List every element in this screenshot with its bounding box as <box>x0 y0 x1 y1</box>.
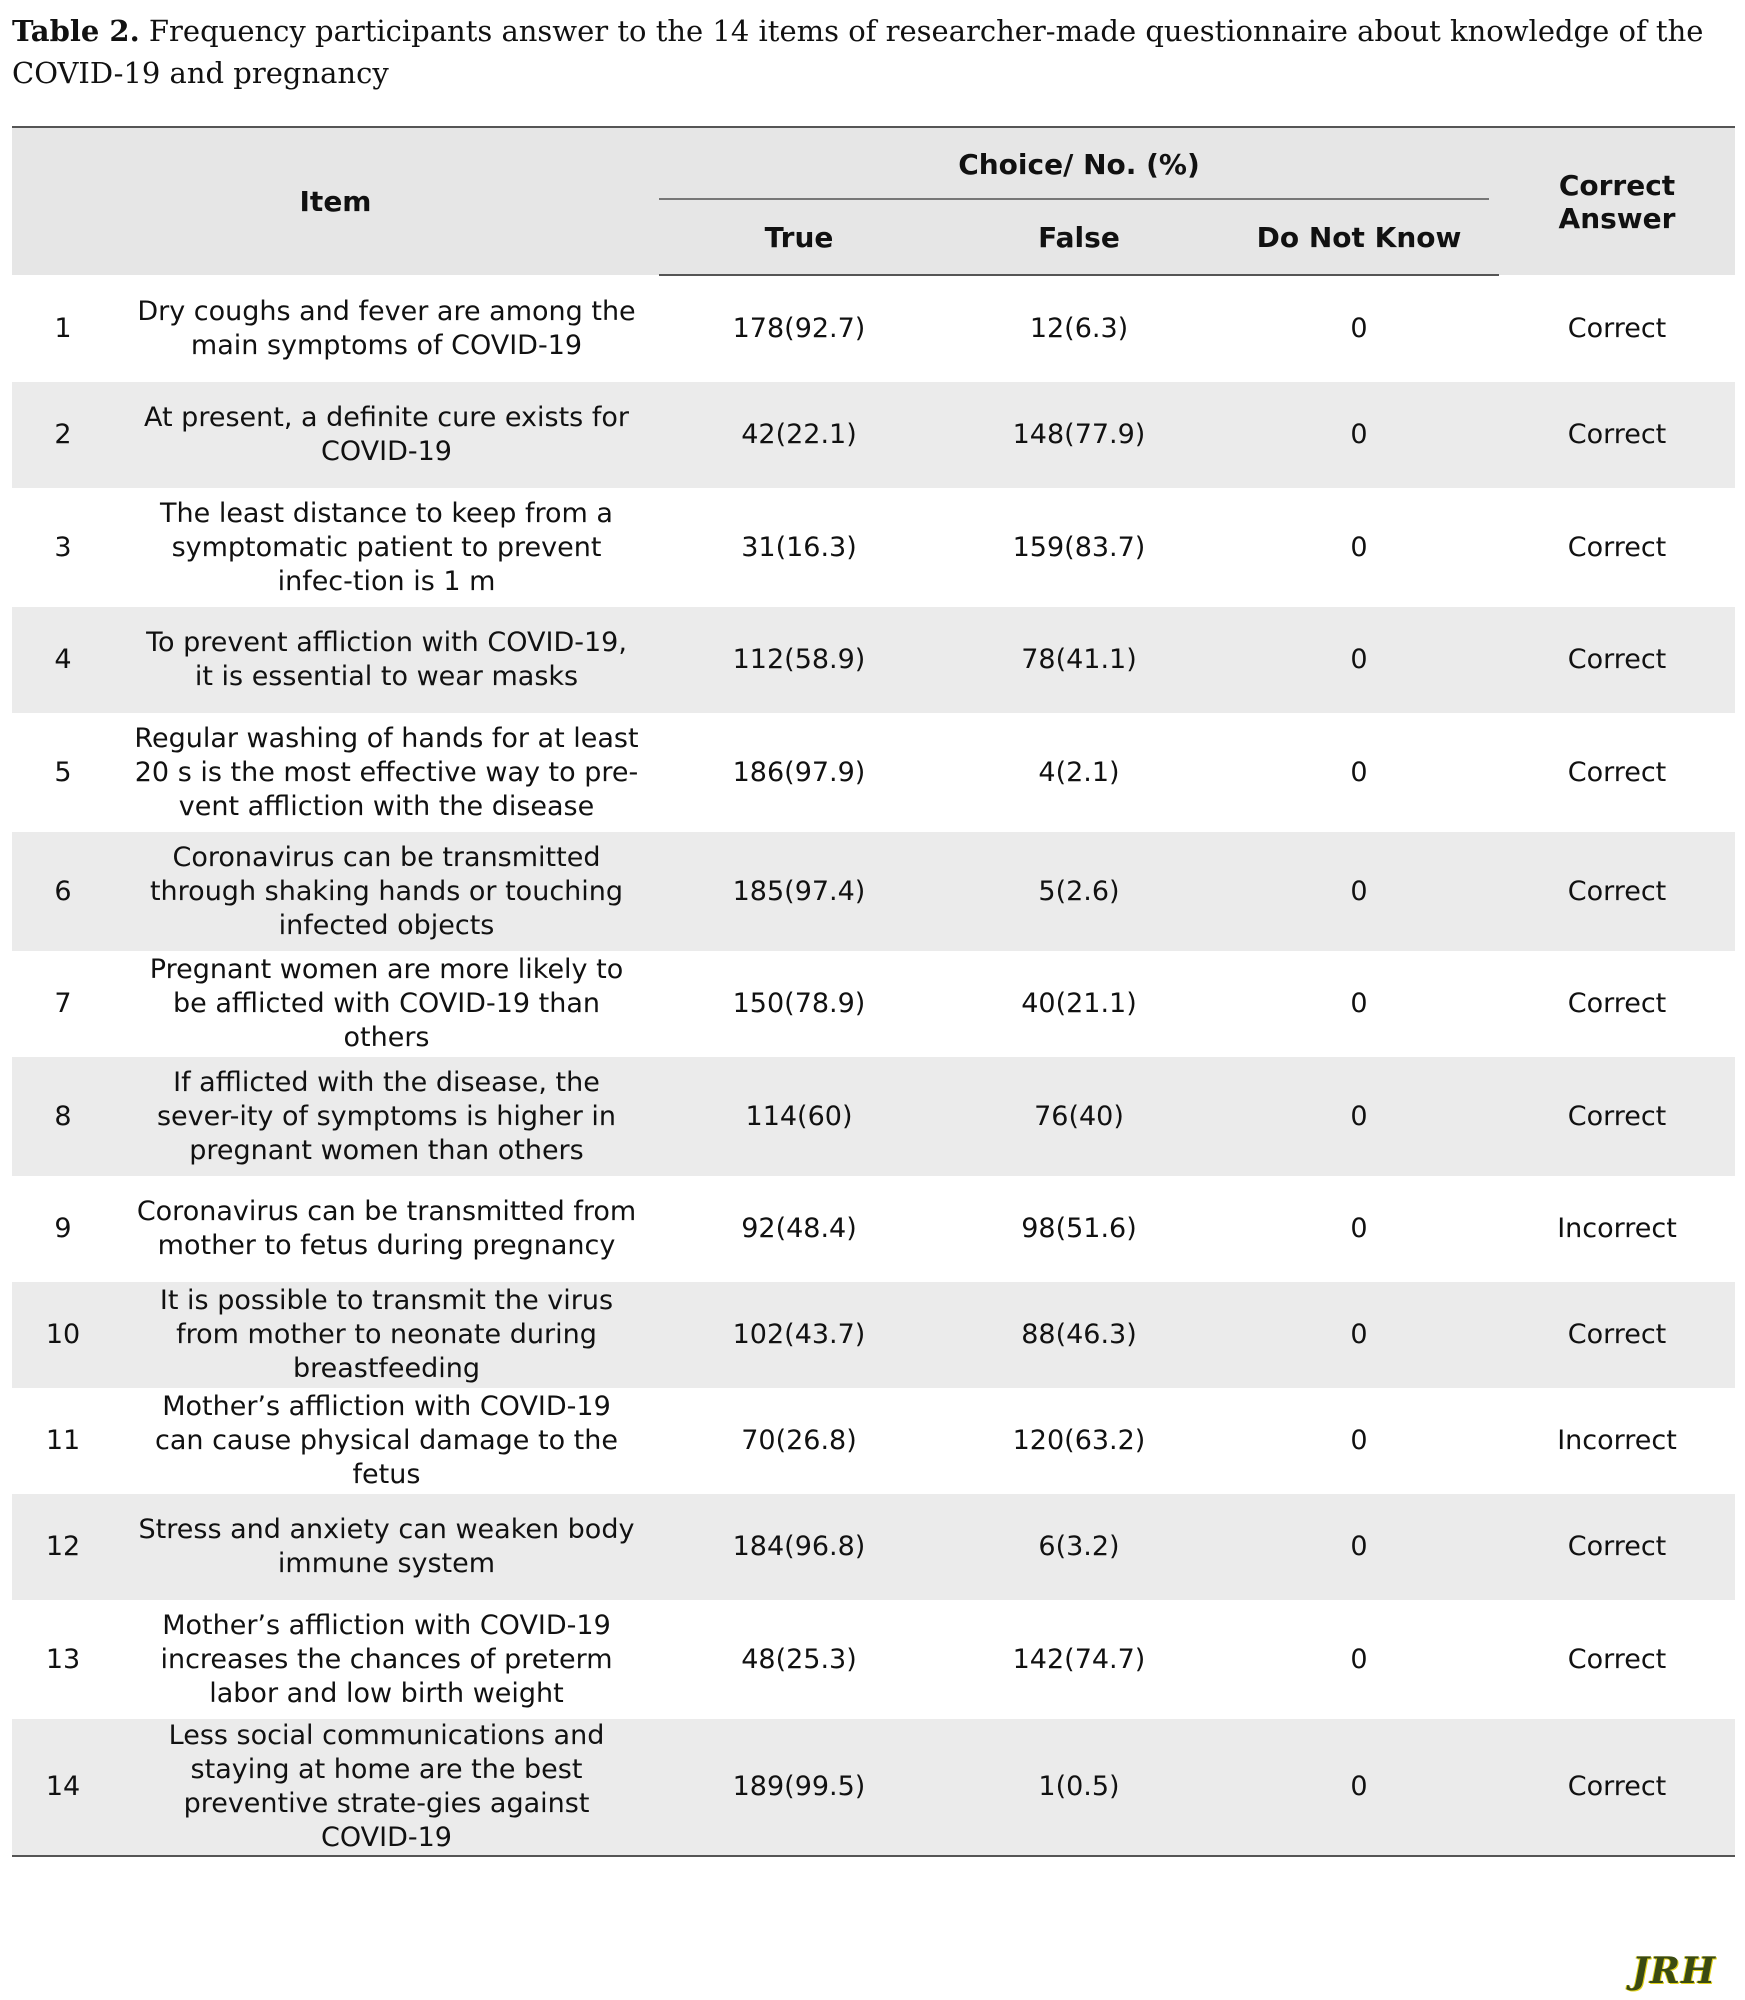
row-number: 6 <box>12 832 114 951</box>
row-correct-answer: Correct <box>1499 1719 1735 1856</box>
row-number: 11 <box>45 1425 81 1456</box>
row-number: 12 <box>12 1494 114 1600</box>
row-item-text: Coronavirus can be transmitted from mother to fetus during pregnancy <box>136 1196 637 1261</box>
header-true: True <box>659 200 939 275</box>
row-item-text: It is possible to transmit the virus from mother to neonate during breastfeeding <box>114 1282 659 1388</box>
row-item-text: Stress and anxiety can weaken body immune system <box>114 1494 659 1600</box>
row-true-value: 186(97.9) <box>732 756 866 788</box>
row-correct-answer: Correct <box>1567 1643 1667 1675</box>
row-true-value: 112(58.9) <box>659 607 939 713</box>
header-choice: Choice/ No. (%) <box>659 127 1499 200</box>
row-item-text: Dry coughs and fever are among the main symptoms of COVID-19 <box>137 295 636 361</box>
row-false-value: 40(21.1) <box>1021 988 1137 1019</box>
row-correct-answer: Correct <box>1567 756 1667 788</box>
row-true-value: 48(25.3) <box>741 1643 857 1675</box>
row-true-value: 150(78.9) <box>732 988 866 1019</box>
row-do-not-know-value: 0 <box>1219 607 1499 713</box>
table-row <box>12 488 1735 607</box>
row-correct-answer: Correct <box>1499 382 1735 488</box>
row-do-not-know-value: 0 <box>1219 1057 1499 1176</box>
header-false: False <box>939 200 1219 275</box>
row-do-not-know-value: 0 <box>1219 1719 1499 1856</box>
table-row <box>12 382 1735 488</box>
row-number: 4 <box>12 607 114 713</box>
row-item-text: At present, a definite cure exists for COVID-19 <box>114 382 659 488</box>
row-do-not-know-value: 0 <box>1219 382 1499 488</box>
row-do-not-know-value: 0 <box>1350 313 1368 344</box>
row-false-value: 78(41.1) <box>939 607 1219 713</box>
row-false-value: 76(40) <box>939 1057 1219 1176</box>
table-row <box>12 951 1735 1057</box>
row-number: 1 <box>54 312 72 344</box>
row-false-value: 12(6.3) <box>1029 313 1129 344</box>
row-true-value: 31(16.3) <box>741 531 857 563</box>
row-item-text: Less social communications and staying at home are the best preventive strate-gies against COVID-19 <box>114 1719 659 1856</box>
row-correct-answer: Correct <box>1567 531 1667 563</box>
row-do-not-know-value: 0 <box>1350 988 1368 1019</box>
row-true-value: 42(22.1) <box>659 382 939 488</box>
row-false-value: 148(77.9) <box>939 382 1219 488</box>
row-item-text: Coronavirus can be transmitted through shaking hands or touching infected objects <box>114 832 659 951</box>
row-item-text: Mother’s affliction with COVID-19 can cause physical damage to the fetus <box>155 1391 618 1490</box>
row-number: 8 <box>12 1057 114 1176</box>
row-number: 2 <box>12 382 114 488</box>
row-true-value: 184(96.8) <box>659 1494 939 1600</box>
row-correct-answer: Correct <box>1499 1057 1735 1176</box>
table-header <box>12 127 1735 275</box>
table-row <box>12 1176 1735 1282</box>
table-row <box>12 1600 1735 1719</box>
row-false-value: 6(3.2) <box>939 1494 1219 1600</box>
row-false-value: 5(2.6) <box>939 832 1219 951</box>
row-item-text: The least distance to keep from a symptomatic patient to prevent infec-tion is 1 m <box>160 497 613 597</box>
row-number: 9 <box>54 1213 72 1244</box>
row-do-not-know-value: 0 <box>1219 1494 1499 1600</box>
row-item-text: Mother’s affliction with COVID-19 increases the chances of preterm labor and low birth weight <box>160 1609 613 1709</box>
row-false-value: 1(0.5) <box>939 1719 1219 1856</box>
table-row <box>12 275 1735 382</box>
row-do-not-know-value: 0 <box>1350 1425 1368 1456</box>
table-body <box>12 275 1735 1856</box>
table-caption <box>12 10 1737 94</box>
row-true-value: 70(26.8) <box>741 1425 857 1456</box>
row-item-text: To prevent affliction with COVID-19, it is essential to wear masks <box>114 607 659 713</box>
row-do-not-know-value: 0 <box>1350 531 1368 563</box>
row-do-not-know-value: 0 <box>1350 1213 1368 1244</box>
row-item-text: Pregnant women are more likely to be afflicted with COVID-19 than others <box>149 954 624 1053</box>
row-number: 3 <box>54 531 72 563</box>
row-false-value: 88(46.3) <box>939 1282 1219 1388</box>
row-number: 13 <box>45 1643 81 1675</box>
row-correct-answer: Incorrect <box>1557 1213 1677 1244</box>
knowledge-table <box>12 126 1735 1857</box>
row-true-value: 178(92.7) <box>732 313 866 344</box>
table-row <box>12 1494 1735 1600</box>
row-false-value: 159(83.7) <box>1012 531 1146 563</box>
row-correct-answer: Correct <box>1499 607 1735 713</box>
table-row <box>12 713 1735 832</box>
table-row <box>12 1057 1735 1176</box>
row-item-text: If afflicted with the disease, the sever-ity of symptoms is higher in pregnant women than others <box>114 1057 659 1176</box>
header-correct-answer: Correct Answer <box>1499 127 1735 275</box>
row-false-value: 120(63.2) <box>1012 1425 1146 1456</box>
row-number: 10 <box>12 1282 114 1388</box>
row-correct-answer: Correct <box>1567 988 1667 1019</box>
row-true-value: 102(43.7) <box>659 1282 939 1388</box>
row-do-not-know-value: 0 <box>1350 1643 1368 1675</box>
journal-logo: JRH <box>1632 1950 1716 1992</box>
row-do-not-know-value: 0 <box>1350 756 1368 788</box>
row-correct-answer: Correct <box>1567 312 1667 344</box>
header-item: Item <box>12 127 659 275</box>
caption-label: Table 2. <box>12 14 140 48</box>
row-correct-answer: Incorrect <box>1557 1425 1677 1456</box>
table-row <box>12 1388 1735 1494</box>
row-true-value: 189(99.5) <box>659 1719 939 1856</box>
header-do-not-know: Do Not Know <box>1219 200 1499 275</box>
row-do-not-know-value: 0 <box>1219 1282 1499 1388</box>
row-number: 7 <box>54 988 72 1019</box>
row-false-value: 142(74.7) <box>1012 1643 1146 1675</box>
row-false-value: 4(2.1) <box>1038 756 1120 788</box>
row-true-value: 114(60) <box>659 1057 939 1176</box>
table-row <box>12 1719 1735 1856</box>
row-false-value: 98(51.6) <box>1021 1213 1137 1244</box>
table-row <box>12 1282 1735 1388</box>
row-true-value: 185(97.4) <box>659 832 939 951</box>
row-correct-answer: Correct <box>1499 1282 1735 1388</box>
table-row <box>12 607 1735 713</box>
row-item-text: Regular washing of hands for at least 20 s is the most effective way to pre-vent affliction with the disease <box>134 722 639 822</box>
table-row <box>12 832 1735 951</box>
row-correct-answer: Correct <box>1499 832 1735 951</box>
row-true-value: 92(48.4) <box>741 1213 857 1244</box>
caption-text: Frequency participants answer to the 14 items of researcher-made questionnaire about knowledge of the COVID-19 and pregnancy <box>12 14 1704 90</box>
row-do-not-know-value: 0 <box>1219 832 1499 951</box>
row-correct-answer: Correct <box>1499 1494 1735 1600</box>
row-number: 14 <box>12 1719 114 1856</box>
row-number: 5 <box>54 756 72 788</box>
